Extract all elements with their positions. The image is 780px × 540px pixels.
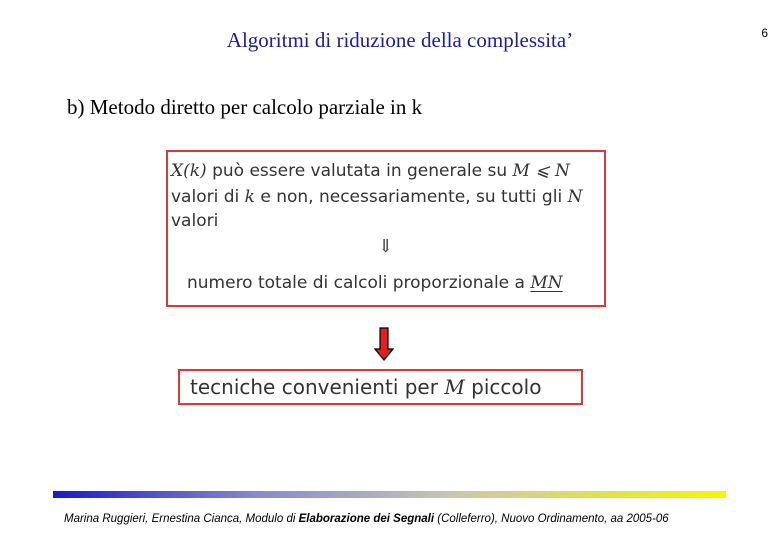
text: tecniche convenienti per <box>190 375 445 399</box>
footer-text: Marina Ruggieri, Ernestina Cianca, Modulo di <box>64 513 299 525</box>
math-m: M <box>444 375 465 399</box>
section-subtitle: b) Metodo diretto per calcolo parziale in k <box>67 95 423 119</box>
statement-box <box>166 150 606 307</box>
text: numero totale di calcoli proporzionale a <box>187 273 531 293</box>
math-n: N <box>567 187 583 207</box>
math-xk: X(k) <box>171 161 207 181</box>
conclusion-box <box>178 369 583 405</box>
math-mn: MN <box>530 273 563 293</box>
down-arrow-icon <box>374 327 394 361</box>
footer-credits <box>64 513 669 525</box>
footer-gradient-bar <box>53 491 726 498</box>
page-number: 6 <box>761 26 768 40</box>
implies-arrow-icon: ⇓ <box>378 236 394 257</box>
text: può essere valutata in generale su <box>206 161 513 181</box>
footer-text: (Colleferro), Nuovo Ordinamento, aa 2005-06 <box>434 513 669 525</box>
text: e non, necessariamente, su tutti gli <box>254 187 568 207</box>
math-m-le-n: M ⩽ N <box>512 161 570 181</box>
statement-line-2 <box>171 187 582 207</box>
statement-line-1 <box>171 161 570 181</box>
text: piccolo <box>464 375 542 399</box>
math-k: k <box>244 187 255 207</box>
text: valori di <box>171 187 245 207</box>
footer-course: Elaborazione dei Segnali <box>298 513 435 525</box>
statement-conclusion <box>187 273 563 293</box>
statement-line-3: valori <box>171 211 219 231</box>
slide-title: Algoritmi di riduzione della complessita’ <box>226 28 574 52</box>
